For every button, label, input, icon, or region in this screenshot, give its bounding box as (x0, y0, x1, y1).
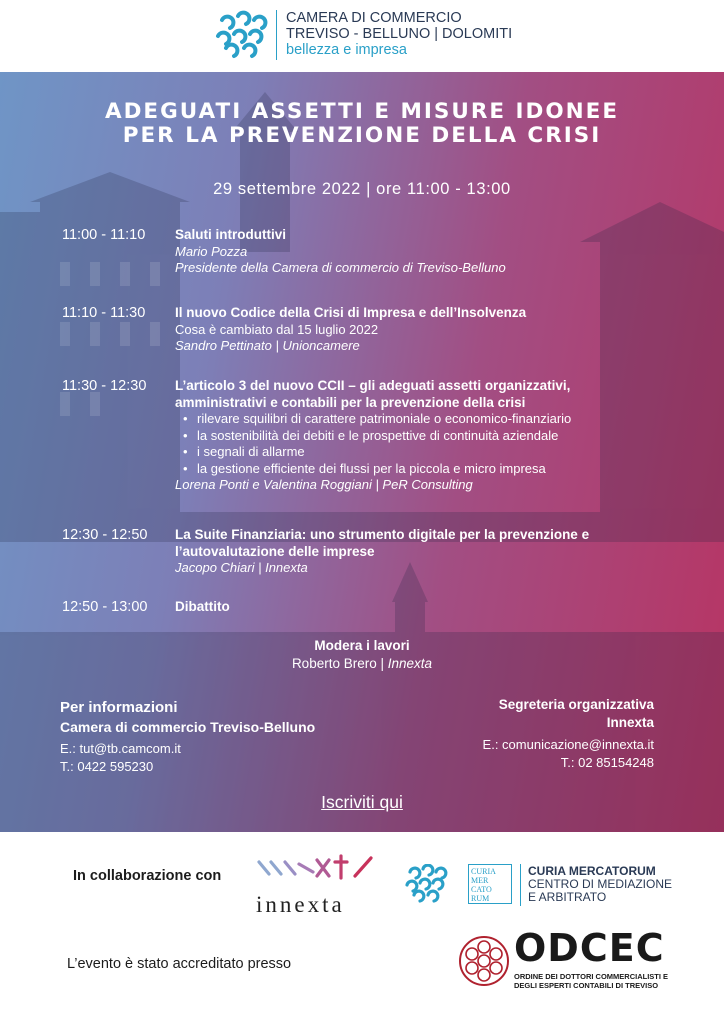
secretariat-email[interactable]: E.: comunicazione@innexta.it (482, 737, 654, 752)
footer (0, 832, 724, 1024)
register-link[interactable]: Iscriviti qui (321, 792, 403, 812)
program-time: 11:30 - 12:30 (62, 378, 147, 394)
org-line-1: CAMERA DI COMMERCIO (286, 10, 462, 26)
program-speaker: Lorena Ponti e Valentina Roggiani | PeR Consulting (175, 477, 473, 492)
program-title-line-2: l’autovalutazione delle imprese (175, 543, 375, 559)
program-title: Dibattito (175, 599, 230, 614)
org-line-2: TREVISO - BELLUNO | DOLOMITI (286, 26, 513, 42)
program-title-line-1: L’articolo 3 del nuovo CCII – gli adeguati assetti organizzativi, (175, 378, 571, 393)
secretariat-phone: T.: 02 85154248 (560, 755, 654, 770)
curia-line-2: CENTRO DI MEDIAZIONE (528, 877, 673, 891)
list-item: • i segnali di allarme (175, 444, 705, 461)
program-time: 12:30 - 12:50 (62, 527, 148, 543)
event-date: 29 settembre 2022 | ore 11:00 - 13:00 (213, 180, 511, 198)
program-body (175, 378, 705, 494)
program-title: Saluti introduttivi (175, 227, 286, 242)
header-divider (276, 10, 277, 60)
camera-commercio-logo-icon (212, 10, 270, 60)
program-speaker: Sandro Pettinato | Unioncamere (175, 338, 360, 353)
camera-commercio-small-logo-icon (402, 864, 448, 904)
header-org-block (286, 10, 512, 58)
register-block (0, 792, 724, 813)
info-phone: T.: 0422 595230 (60, 759, 154, 774)
secretariat-heading: Segreteria organizzativa (498, 697, 654, 712)
hero-section (0, 72, 724, 832)
moderator-org: Innexta (387, 656, 433, 671)
moderator-label: Modera i lavori (314, 638, 410, 653)
header (0, 0, 724, 72)
program-body (175, 599, 705, 616)
innexta-wordmark: innexta (256, 892, 345, 917)
program-role: Presidente della Camera di commercio di Treviso-Belluno (175, 260, 506, 275)
info-org: Camera di commercio Treviso-Belluno (60, 719, 316, 735)
curia-text-block (528, 865, 672, 904)
list-item: • rilevare squilibri di carattere patrimoniale o economico-finanziario (175, 411, 705, 428)
info-heading: Per informazioni (60, 699, 178, 716)
program-subtitle: Cosa è cambiato dal 15 luglio 2022 (175, 321, 379, 337)
curia-line-3: E ARBITRATO (528, 890, 607, 904)
odcec-subtitle-line-2: DEGLI ESPERTI CONTABILI DI TREVISO (514, 981, 659, 990)
program-body (175, 227, 705, 277)
hero-content (0, 72, 724, 832)
program-speaker: Jacopo Chiari | Innexta (175, 560, 308, 575)
odcec-subtitle-line-1: ORDINE DEI DOTTORI COMMERCIALISTI E (514, 972, 669, 981)
event-title-line-1: ADEGUATI ASSETTI E MISURE IDONEE (104, 99, 620, 124)
odcec-subtitle (514, 972, 668, 990)
event-title-line-2: PER LA PREVENZIONE DELLA CRISI (122, 123, 602, 148)
collab-label: In collaborazione con (73, 868, 222, 884)
curia-mercatorum-logo-icon: CURIA MER CATO RUM (468, 864, 512, 904)
curia-divider (520, 864, 521, 906)
innexta-logo-icon (255, 852, 377, 882)
program-title: Il nuovo Codice della Crisi di Impresa e dell’Insolvenza (175, 305, 527, 320)
curia-line-1: CURIA MERCATORUM (528, 864, 656, 878)
program-body (175, 527, 705, 577)
program-speaker: Mario Pozza (175, 243, 248, 259)
moderator-line (0, 655, 724, 673)
list-item: • la gestione efficiente dei flussi per la piccola e micro impresa (175, 461, 705, 478)
secretariat-org: Innexta (606, 715, 654, 730)
program-time: 11:00 - 11:10 (62, 227, 146, 243)
program-body (175, 305, 705, 355)
program-time: 11:10 - 11:30 (62, 305, 146, 321)
moderator-name: Roberto Brero | (291, 656, 388, 671)
list-item: • la sostenibilità dei debiti e le prospettive di continuità aziendale (175, 428, 705, 445)
odcec-wordmark: ODCEC (514, 926, 665, 970)
secretariat-block (483, 696, 654, 772)
program-bullet-list (175, 411, 705, 477)
accredited-label: L’evento è stato accreditato presso (67, 956, 292, 972)
moderator-block (0, 637, 724, 673)
info-block (60, 698, 315, 776)
info-email[interactable]: E.: tut@tb.camcom.it (60, 741, 181, 756)
program-title-line-2: amministrativi e contabili per la prevenzione della crisi (175, 394, 526, 410)
event-title (0, 100, 724, 148)
odcec-seal-icon (458, 935, 510, 987)
program-title-line-1: La Suite Finanziaria: uno strumento digitale per la prevenzione e (175, 527, 590, 542)
org-tagline: bellezza e impresa (286, 42, 407, 58)
program-time: 12:50 - 13:00 (62, 599, 148, 615)
